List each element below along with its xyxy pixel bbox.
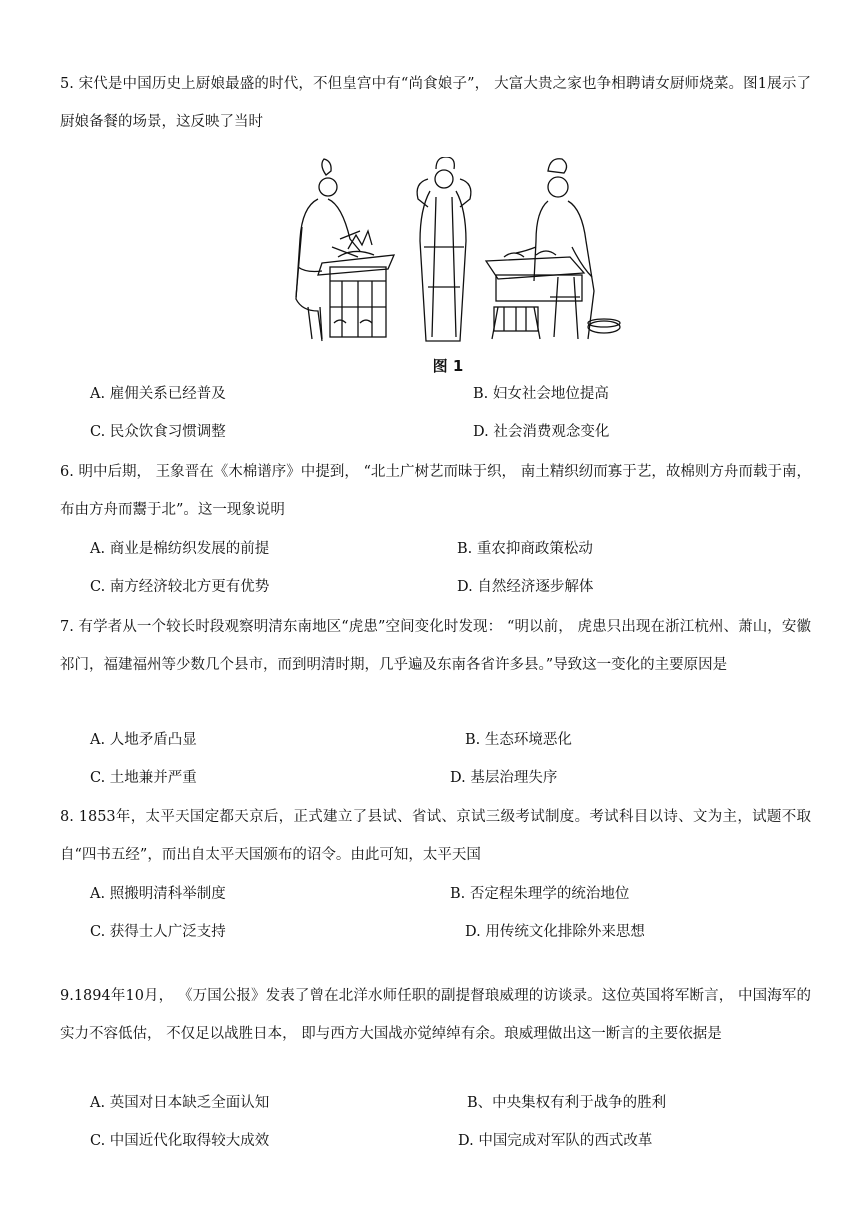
figure-caption: 图 1 [432,357,464,375]
option-c[interactable]: C. 土地兼并严重 [90,770,197,786]
question-6 [60,453,811,529]
question-8-stem: 8. 1853年，太平天国定都天京后，正式建立了县试、省试、京试三级考试制度。考试科目以诗、文为主，试题不取自“四书五经”，而出自太平天国颁布的诏令。由此可知，太平天国 [60,809,811,863]
question-7 [60,608,811,684]
question-5-stem: 5. 宋代是中国历史上厨娘最盛的时代，不但皇宫中有“尚食娘子”， 大富大贵之家也争相聘请女厨师烧菜。图1展示了厨娘备餐的场景，这反映了当时 [60,76,811,130]
question-7-options [90,721,811,797]
question-6-options [90,530,811,606]
question-8-options [90,875,811,951]
question-7-stem: 7. 有学者从一个较长时段观察明清东南地区“虎患”空间变化时发现： “明以前， 虎患只出现在浙江杭州、萧山，安徽祁门，福建福州等少数几个县市，而到明清时期，几乎遍及东南各省许多县。”导致这一变化的主要原因是 [60,619,811,673]
option-c[interactable]: C. 民众饮食习惯调整 [90,424,226,440]
option-b[interactable]: B. 重农抑商政策松动 [457,541,593,557]
question-8 [60,798,811,874]
option-a[interactable]: A. 人地矛盾凸显 [90,732,197,748]
option-b[interactable]: B、中央集权有利于战争的胜利 [467,1095,667,1111]
cooks-illustration [268,157,628,352]
option-d[interactable]: D. 中国完成对军队的西式改革 [458,1133,653,1149]
question-5-options [90,375,811,451]
option-d[interactable]: D. 用传统文化排除外来思想 [465,924,645,940]
option-a[interactable]: A. 英国对日本缺乏全面认知 [90,1095,270,1111]
figure-1-cooks-illustration [268,157,628,379]
question-9-options [90,1084,811,1160]
question-9-stem: 9.1894年10月， 《万国公报》发表了曾在北洋水师任职的副提督琅威理的访谈录。这位英国将军断言， 中国海军的实力不容低估， 不仅足以战胜日本， 即与西方大国战亦觉绰绰有余。琅威理做出这一断言的主要依据是 [60,988,811,1042]
option-a[interactable]: A. 商业是棉纺织发展的前提 [90,541,270,557]
question-6-stem: 6. 明中后期， 王象晋在《木棉谱序》中提到， “北土广树艺而昧于织， 南土精织纫而寡于艺，故棉则方舟而载于南，布由方舟而鬻于北”。这一现象说明 [60,464,811,518]
option-a[interactable]: A. 雇佣关系已经普及 [90,386,226,402]
option-d[interactable]: D. 社会消费观念变化 [473,424,610,440]
option-c[interactable]: C. 南方经济较北方更有优势 [90,579,270,595]
question-9 [60,977,811,1053]
option-d[interactable]: D. 基层治理失序 [450,770,558,786]
option-c[interactable]: C. 中国近代化取得较大成效 [90,1133,270,1149]
option-c[interactable]: C. 获得士人广泛支持 [90,924,226,940]
option-b[interactable]: B. 妇女社会地位提高 [473,386,609,402]
option-b[interactable]: B. 否定程朱理学的统治地位 [450,886,630,902]
option-d[interactable]: D. 自然经济逐步解体 [457,579,594,595]
question-5 [60,65,811,141]
option-a[interactable]: A. 照搬明清科举制度 [90,886,226,902]
option-b[interactable]: B. 生态环境恶化 [465,732,572,748]
